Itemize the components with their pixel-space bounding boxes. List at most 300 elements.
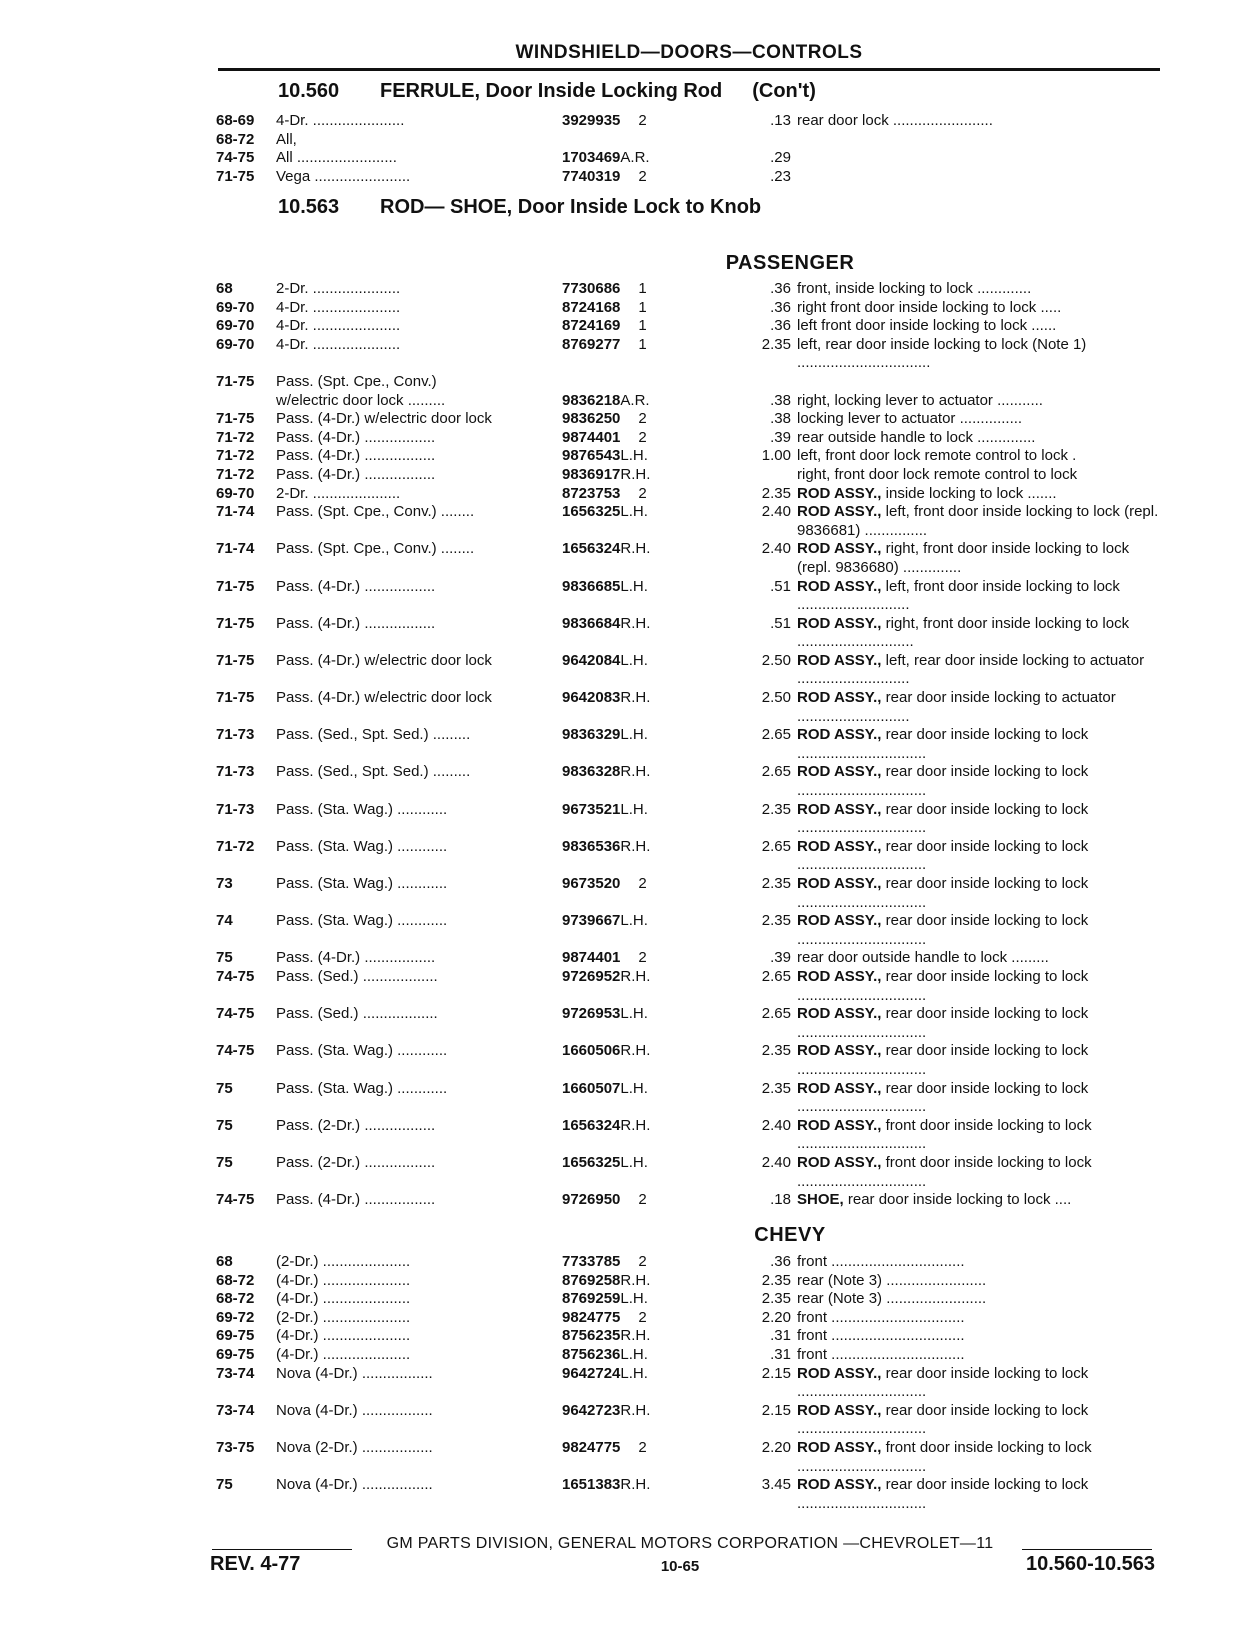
quantity: 2: [638, 1438, 647, 1456]
list-price: 2.35: [761, 1290, 791, 1308]
part-type: ROD ASSY.,: [797, 614, 882, 632]
quantity: R.H.: [620, 1476, 651, 1494]
body-description: Nova (4-Dr.) .................: [276, 1476, 433, 1494]
note-text: rear door inside locking to lock ...............................: [797, 1042, 1089, 1078]
part-number-value: 9836917: [562, 465, 621, 483]
parts-row: [216, 131, 1166, 150]
body-description: Nova (4-Dr.) .................: [276, 1401, 433, 1419]
note-text: rear door inside locking to lock ...............................: [797, 875, 1089, 911]
quantity: 2: [638, 112, 647, 129]
parts-row: [216, 280, 1166, 299]
part-number-value: 9876543: [562, 447, 621, 465]
parts-row: [216, 1365, 1166, 1402]
parts-row: [216, 689, 1166, 726]
model-years: 68-72: [216, 1290, 255, 1308]
body-description: Nova (4-Dr.) .................: [276, 1364, 433, 1382]
part-note: [797, 578, 1167, 615]
section1-list: [216, 112, 1166, 186]
part-type: ROD ASSY.,: [797, 651, 882, 669]
body-description: Pass. (Sta. Wag.) ............: [276, 837, 448, 855]
body-description: Pass. (Sed.) ..................: [276, 967, 438, 985]
parts-row: [216, 540, 1166, 577]
part-number-value: 8756235: [562, 1327, 621, 1345]
quantity: L.H.: [620, 800, 648, 818]
part-note: [797, 801, 1167, 838]
page-number: 10-65: [660, 1558, 700, 1575]
part-number-value: 9726953: [562, 1005, 621, 1023]
part-type: ROD ASSY.,: [797, 1438, 882, 1456]
list-price: 2.15: [761, 1364, 791, 1382]
part-note: [797, 875, 1167, 912]
note-text: left, front door lock remote control to lock .: [797, 447, 1077, 465]
part-number: [562, 689, 732, 708]
model-years: 71-75: [216, 614, 255, 632]
part-note: [797, 540, 1167, 577]
quantity: R.H.: [620, 1271, 651, 1289]
list-price: 2.35: [761, 912, 791, 930]
note-text: rear door inside locking to lock ...............................: [797, 1005, 1089, 1041]
list-price: .38: [770, 410, 791, 428]
part-number: [562, 503, 732, 522]
body-description: Pass. (4-Dr.) w/electric door lock: [276, 689, 492, 707]
part-number-value: 9642084: [562, 651, 621, 669]
body-description: (2-Dr.) .....................: [276, 1308, 411, 1326]
note-text: rear door inside locking to lock ...............................: [797, 967, 1089, 1004]
part-type: ROD ASSY.,: [797, 1005, 882, 1023]
part-number-value: 9836328: [562, 763, 621, 781]
part-type: ROD ASSY.,: [797, 726, 882, 744]
list-price: .36: [770, 317, 791, 335]
parts-row: [216, 1402, 1166, 1439]
model-years: 69-70: [216, 317, 255, 335]
part-number: [562, 652, 732, 671]
part-number-value: 8756236: [562, 1345, 621, 1363]
part-number: [562, 1402, 732, 1421]
note-text: right, front door inside locking to lock ............................: [797, 614, 1130, 651]
body-description: Pass. (4-Dr.) .................: [276, 1191, 436, 1209]
part-number: [562, 1253, 732, 1272]
body-description: (4-Dr.) .....................: [276, 1271, 411, 1289]
list-price: 2.35: [761, 1271, 791, 1289]
quantity: L.H.: [620, 1290, 648, 1308]
list-price: 2.35: [761, 1079, 791, 1097]
parts-row: [216, 875, 1166, 912]
part-number-value: 9726950: [562, 1191, 621, 1209]
body-description: Pass. (Sed., Spt. Sed.) .........: [276, 726, 471, 744]
part-number-value: 9824775: [562, 1308, 621, 1326]
passenger-list: [216, 280, 1166, 1210]
part-number: [562, 336, 732, 355]
quantity: R.H.: [620, 540, 651, 558]
quantity: R.H.: [620, 763, 651, 781]
part-number-value: 1656325: [562, 1153, 621, 1171]
note-text: rear door inside locking to lock ...............................: [797, 1401, 1089, 1438]
note-text: front, inside locking to lock .............: [797, 280, 1032, 297]
part-number: [562, 112, 732, 131]
part-number: [562, 317, 732, 336]
list-price: 2.65: [761, 726, 791, 744]
part-type: ROD ASSY.,: [797, 967, 882, 985]
part-note: [797, 1005, 1167, 1042]
parts-row: [216, 615, 1166, 652]
part-note: [797, 1042, 1167, 1079]
part-number: [562, 726, 732, 745]
part-note: [797, 1365, 1167, 1402]
body-description: 2-Dr. .....................: [276, 280, 401, 297]
parts-row: [216, 1272, 1166, 1291]
part-number: [562, 1290, 732, 1309]
part-number-value: 1656325: [562, 503, 621, 521]
part-note: [797, 1327, 1167, 1346]
part-note: [797, 485, 1167, 504]
parts-row: [216, 1327, 1166, 1346]
parts-row: [216, 838, 1166, 875]
part-note: [797, 1117, 1167, 1154]
passenger-heading: PASSENGER: [725, 252, 855, 274]
body-description: All,: [276, 130, 297, 148]
quantity: 1: [638, 335, 647, 353]
part-number: [562, 763, 732, 782]
list-price: 2.40: [761, 1153, 791, 1171]
model-years: 73-75: [216, 1438, 255, 1456]
part-note: [797, 912, 1167, 949]
note-text: rear door inside locking to lock ...............................: [797, 1079, 1089, 1116]
part-number: [562, 429, 732, 448]
part-number-value: 1660506: [562, 1042, 621, 1060]
note-text: left, front door inside locking to lock (repl. 9836681) ...............: [797, 503, 1159, 539]
quantity: R.H.: [620, 1401, 651, 1419]
part-note: [797, 763, 1167, 800]
part-number-value: 9836684: [562, 614, 621, 632]
model-years: 69-70: [216, 335, 255, 353]
body-description: 4-Dr. .....................: [276, 335, 401, 353]
quantity: L.H.: [620, 651, 648, 669]
note-text: rear door inside locking to lock ....: [847, 1191, 1072, 1209]
quantity: L.H.: [620, 1153, 648, 1171]
model-years: 71-72: [216, 428, 255, 446]
part-number-value: 9836218: [562, 391, 621, 409]
body-description: Pass. (4-Dr.) .................: [276, 428, 436, 446]
part-number-value: 9836685: [562, 577, 621, 595]
model-years: 71-73: [216, 800, 255, 818]
quantity: L.H.: [620, 912, 648, 930]
model-years: 75: [216, 949, 233, 967]
list-price: .29: [770, 149, 791, 167]
body-description: Pass. (Sta. Wag.) ............: [276, 875, 448, 892]
model-years: 73: [216, 875, 233, 892]
part-number: [562, 1365, 732, 1384]
part-note: [797, 392, 1167, 411]
part-type: ROD ASSY.,: [797, 503, 882, 521]
parts-row: [216, 912, 1166, 949]
note-text: rear door inside locking to lock ...............................: [797, 763, 1089, 800]
quantity: A.R.: [620, 391, 650, 409]
part-number-value: 8724168: [562, 298, 621, 316]
quantity: 2: [638, 428, 647, 446]
part-number: [562, 447, 732, 466]
part-type: ROD ASSY.,: [797, 1116, 882, 1134]
note-text: left, front door inside locking to lock ...........................: [797, 577, 1120, 614]
parts-row: [216, 373, 1166, 392]
part-note: [797, 726, 1167, 763]
parts-row: [216, 112, 1166, 131]
part-type: ROD ASSY.,: [797, 1042, 882, 1060]
parts-row: [216, 1080, 1166, 1117]
model-years: 74-75: [216, 1042, 255, 1060]
body-description: Pass. (Sta. Wag.) ............: [276, 912, 448, 930]
parts-row: [216, 726, 1166, 763]
part-number: [562, 1005, 732, 1024]
part-number-value: 3929935: [562, 112, 621, 129]
parts-row: [216, 968, 1166, 1005]
part-number-value: 8769277: [562, 335, 621, 353]
quantity: 2: [638, 410, 647, 428]
part-number: [562, 392, 732, 411]
body-description: Pass. (2-Dr.) .................: [276, 1116, 436, 1134]
part-type: ROD ASSY.,: [797, 577, 882, 595]
model-years: 71-72: [216, 447, 255, 465]
note-text: front door inside locking to lock ...............................: [797, 1438, 1092, 1475]
body-description: (4-Dr.) .....................: [276, 1327, 411, 1345]
model-years: 75: [216, 1116, 233, 1134]
part-number-value: 9836250: [562, 410, 621, 428]
list-price: .31: [770, 1327, 791, 1345]
part-note: [797, 1439, 1167, 1476]
model-years: 69-75: [216, 1327, 255, 1345]
chevy-list: [216, 1253, 1166, 1513]
section-number: 10.563: [278, 196, 340, 218]
part-number: [562, 1191, 732, 1210]
note-text: rear door inside locking to lock ...............................: [797, 1364, 1089, 1401]
quantity: L.H.: [620, 1005, 648, 1023]
note-text: inside locking to lock .......: [885, 484, 1057, 502]
section-name: FERRULE, Door Inside Locking Rod: [380, 80, 723, 102]
parts-row: [216, 392, 1166, 411]
part-number: [562, 540, 732, 559]
part-number-value: 9642723: [562, 1401, 621, 1419]
part-note: [797, 112, 1167, 131]
note-text: right, front door lock remote control to lock: [797, 465, 1078, 483]
list-price: .18: [770, 1191, 791, 1209]
part-note: [797, 466, 1167, 485]
body-description: Pass. (Sta. Wag.) ............: [276, 1042, 448, 1060]
list-price: 2.20: [761, 1308, 791, 1326]
model-years: 71-75: [216, 577, 255, 595]
body-description: Pass. (4-Dr.) .................: [276, 577, 436, 595]
part-note: [797, 1272, 1167, 1291]
part-number: [562, 466, 732, 485]
model-years: 74-75: [216, 149, 255, 167]
part-number: [562, 615, 732, 634]
footer-rule-left: [212, 1549, 352, 1550]
body-description: All ........................: [276, 149, 397, 167]
part-note: [797, 280, 1167, 299]
list-price: .36: [770, 280, 791, 297]
part-note: [797, 336, 1167, 373]
body-description: 4-Dr. ......................: [276, 112, 405, 129]
part-number-value: 1656324: [562, 1116, 621, 1134]
part-number: [562, 1272, 732, 1291]
section-continued: (Con't): [752, 80, 816, 102]
note-text: left front door inside locking to lock ......: [797, 317, 1057, 335]
parts-row: [216, 652, 1166, 689]
footer-publisher: GM PARTS DIVISION, GENERAL MOTORS CORPORATION —CHEVROLET—11: [386, 1535, 994, 1552]
list-price: 2.35: [761, 1042, 791, 1060]
list-price: 2.65: [761, 763, 791, 781]
list-price: 2.35: [761, 800, 791, 818]
quantity: 2: [638, 949, 647, 967]
part-note: [797, 503, 1167, 540]
quantity: R.H.: [620, 465, 651, 483]
list-price: .39: [770, 428, 791, 446]
quantity: L.H.: [620, 1079, 648, 1097]
model-years: 71-75: [216, 410, 255, 428]
quantity: R.H.: [620, 837, 651, 855]
note-text: front ................................: [797, 1308, 965, 1326]
body-description: (4-Dr.) .....................: [276, 1345, 411, 1363]
quantity: L.H.: [620, 577, 648, 595]
part-type: ROD ASSY.,: [797, 800, 882, 818]
parts-row: [216, 1042, 1166, 1079]
list-price: 2.65: [761, 967, 791, 985]
list-price: 1.00: [761, 447, 791, 465]
parts-row: [216, 1117, 1166, 1154]
part-number: [562, 1346, 732, 1365]
quantity: 1: [638, 298, 647, 316]
parts-row: [216, 578, 1166, 615]
part-note: [797, 1080, 1167, 1117]
list-price: 3.45: [761, 1476, 791, 1494]
part-note: [797, 447, 1167, 466]
header-rule: [218, 68, 1160, 71]
quantity: 1: [638, 317, 647, 335]
part-number-value: 1660507: [562, 1079, 621, 1097]
note-text: locking lever to actuator ...............: [797, 410, 1023, 428]
part-number-value: 7740319: [562, 167, 621, 185]
part-number: [562, 968, 732, 987]
part-note: [797, 615, 1167, 652]
part-number: [562, 299, 732, 318]
body-description: (2-Dr.) .....................: [276, 1253, 411, 1270]
note-text: front door inside locking to lock ...............................: [797, 1153, 1092, 1190]
part-number-value: 9642083: [562, 689, 621, 707]
quantity: R.H.: [620, 689, 651, 707]
part-number-value: 1656324: [562, 540, 621, 558]
list-price: .51: [770, 577, 791, 595]
quantity: A.R.: [620, 149, 650, 167]
parts-row: [216, 429, 1166, 448]
list-price: 2.65: [761, 837, 791, 855]
body-description: Pass. (4-Dr.) .................: [276, 949, 436, 967]
parts-row: [216, 801, 1166, 838]
section-number: 10.560: [278, 80, 340, 102]
part-type: ROD ASSY.,: [797, 875, 882, 892]
parts-row: [216, 949, 1166, 968]
part-number-value: 9874401: [562, 949, 621, 967]
model-years: 71-72: [216, 465, 255, 483]
parts-row: [216, 299, 1166, 318]
part-number-value: 7730686: [562, 280, 621, 297]
body-description: Pass. (4-Dr.) w/electric door lock: [276, 651, 492, 669]
body-description: Vega .......................: [276, 167, 411, 185]
part-note: [797, 410, 1167, 429]
part-number-value: 8769258: [562, 1271, 621, 1289]
model-years: 75: [216, 1153, 233, 1171]
part-type: ROD ASSY.,: [797, 1079, 882, 1097]
list-price: .31: [770, 1345, 791, 1363]
parts-row: [216, 1476, 1166, 1513]
list-price: .39: [770, 949, 791, 967]
part-number: [562, 912, 732, 931]
body-description: w/electric door lock .........: [276, 391, 446, 409]
part-number-value: 1703469: [562, 149, 621, 167]
note-text: front ................................: [797, 1345, 965, 1363]
part-number-value: 7733785: [562, 1253, 621, 1270]
quantity: 2: [638, 1253, 647, 1270]
part-number-value: 9836329: [562, 726, 621, 744]
part-number: [562, 1439, 732, 1458]
part-note: [797, 1253, 1167, 1272]
parts-row: [216, 149, 1166, 168]
model-years: 68: [216, 1253, 233, 1270]
model-years: 74: [216, 912, 233, 930]
part-type: ROD ASSY.,: [797, 484, 882, 502]
quantity: 2: [638, 875, 647, 892]
part-note: [797, 1476, 1167, 1513]
part-type: SHOE,: [797, 1191, 844, 1209]
quantity: 2: [638, 1308, 647, 1326]
list-price: .51: [770, 614, 791, 632]
model-years: 74-75: [216, 1005, 255, 1023]
part-note: [797, 429, 1167, 448]
note-text: rear outside handle to lock ..............: [797, 428, 1036, 446]
body-description: Pass. (2-Dr.) .................: [276, 1153, 436, 1171]
model-years: 68-72: [216, 1271, 255, 1289]
quantity: 1: [638, 280, 647, 297]
list-price: 2.15: [761, 1401, 791, 1419]
model-years: 74-75: [216, 967, 255, 985]
quantity: L.H.: [620, 503, 648, 521]
part-note: [797, 1402, 1167, 1439]
revision-date: REV. 4-77: [210, 1553, 301, 1575]
model-years: 71-74: [216, 540, 255, 558]
part-number: [562, 838, 732, 857]
body-description: Pass. (Sed., Spt. Sed.) .........: [276, 763, 471, 781]
list-price: .36: [770, 298, 791, 316]
parts-row: [216, 168, 1166, 187]
part-type: ROD ASSY.,: [797, 689, 882, 707]
model-years: 71-74: [216, 503, 255, 521]
part-number-value: 9673520: [562, 875, 621, 892]
part-number-value: 8724169: [562, 317, 621, 335]
body-description: 2-Dr. .....................: [276, 484, 401, 502]
note-text: left, rear door inside locking to actuator ...........................: [797, 651, 1145, 688]
parts-row: [216, 763, 1166, 800]
part-note: [797, 1290, 1167, 1309]
body-description: Nova (2-Dr.) .................: [276, 1438, 433, 1456]
list-price: 2.50: [761, 651, 791, 669]
part-type: ROD ASSY.,: [797, 540, 882, 558]
part-type: ROD ASSY.,: [797, 837, 882, 855]
note-text: right, locking lever to actuator ...........: [797, 391, 1043, 409]
parts-row: [216, 1290, 1166, 1309]
quantity: 2: [638, 167, 647, 185]
part-note: [797, 949, 1167, 968]
quantity: R.H.: [620, 1116, 651, 1134]
list-price: 2.35: [761, 484, 791, 502]
part-number: [562, 578, 732, 597]
part-type: ROD ASSY.,: [797, 1476, 882, 1494]
